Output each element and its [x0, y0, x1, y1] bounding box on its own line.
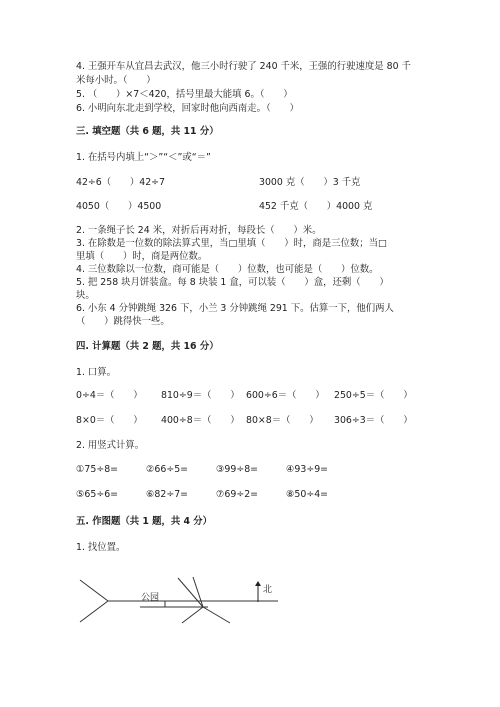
fill-q3-line1: 3. 在除数是一位数的除法算式里，当□里填（ ）时，商是三位数；当□ [76, 238, 387, 249]
calc-section-heading: 四. 计算题（共 2 题，共 16 分） [76, 341, 219, 352]
vertical-item: ⑧50÷4= [286, 489, 329, 500]
vertical-item: ②66÷5= [146, 464, 189, 475]
compare-item: 452 千克（ ）4000 克 [259, 201, 373, 212]
compare-item: 42÷6（ ）42÷7 [76, 177, 165, 188]
oral-item: 8×0＝（ ） [76, 415, 143, 426]
map-label-park: 公园 [141, 593, 160, 603]
draw-q1: 1. 找位置。 [76, 542, 126, 553]
oral-item: 400÷8＝（ ） [161, 415, 240, 426]
fill-q3-line2: 里填（ ）时，商是两位数。 [76, 251, 208, 262]
judge-q4-line2: 米每小时。（ ） [76, 75, 156, 86]
oral-item: 80×8＝（ ） [246, 415, 319, 426]
judge-q4-line1: 4. 王强开车从宜昌去武汉，他三小时行驶了 240 千米，王强的行驶速度是 80 千 [76, 61, 411, 72]
draw-section-heading: 五. 作图题（共 1 题，共 4 分） [76, 516, 213, 527]
calc-q1: 1. 口算。 [76, 367, 117, 378]
vertical-item: ⑤65÷6= [76, 489, 119, 500]
road-right-lower-2 [203, 607, 230, 623]
oral-item: 600÷6＝（ ） [246, 390, 325, 401]
compare-item: 3000 克（ ）3 千克 [259, 177, 361, 188]
north-label: 北 [263, 585, 273, 595]
north-arrow-icon [252, 580, 282, 604]
fill-q5-line2: 块。 [76, 290, 95, 301]
calc-q2: 2. 用竖式计算。 [76, 440, 145, 451]
fill-q1: 1. 在括号内填上“＞”“＜”或“＝” [76, 152, 211, 163]
road-right-lower [182, 607, 203, 623]
fill-q5-line1: 5. 把 258 块月饼装盒。每 8 块装 1 盒，可以装（ ）盒，还剩（ ） [76, 277, 389, 288]
vertical-item: ③99÷8= [216, 464, 259, 475]
oral-item: 0÷4＝（ ） [76, 390, 143, 401]
judge-q6: 6. 小明向东北走到学校，回家时他向西南走。（ ） [76, 103, 299, 114]
fill-section-heading: 三. 填空题（共 6 题，共 11 分） [76, 126, 219, 137]
fill-q6-line2: （ ）跳得快一些。 [76, 316, 170, 327]
compare-item: 4050（ ）4500 [76, 201, 162, 212]
oral-item: 306÷3＝（ ） [334, 415, 413, 426]
fill-q6-line1: 6. 小东 4 分钟跳绳 326 下，小兰 3 分钟跳绳 291 下。估算一下，他们两人 [76, 303, 394, 314]
vertical-item: ①75÷8= [76, 464, 119, 475]
fill-q4: 4. 三位数除以一位数，商可能是（ ）位数，也可能是（ ）位数。 [76, 264, 379, 275]
judge-q5: 5. （ ）×7＜420，括号里最大能填 6。（ ） [76, 89, 293, 100]
vertical-item: ⑥82÷7= [146, 489, 189, 500]
road-right-upper [178, 578, 203, 607]
vertical-item: ④93÷9= [286, 464, 329, 475]
vertical-item: ⑦69÷2= [216, 489, 259, 500]
road-right-upper-2 [193, 577, 203, 607]
oral-item: 250÷5＝（ ） [334, 390, 413, 401]
road-left-fork [80, 580, 108, 622]
oral-item: 810÷9＝（ ） [161, 390, 240, 401]
fill-q2: 2. 一条绳子长 24 米，对折后再对折，每段长（ ）米。 [76, 225, 322, 236]
